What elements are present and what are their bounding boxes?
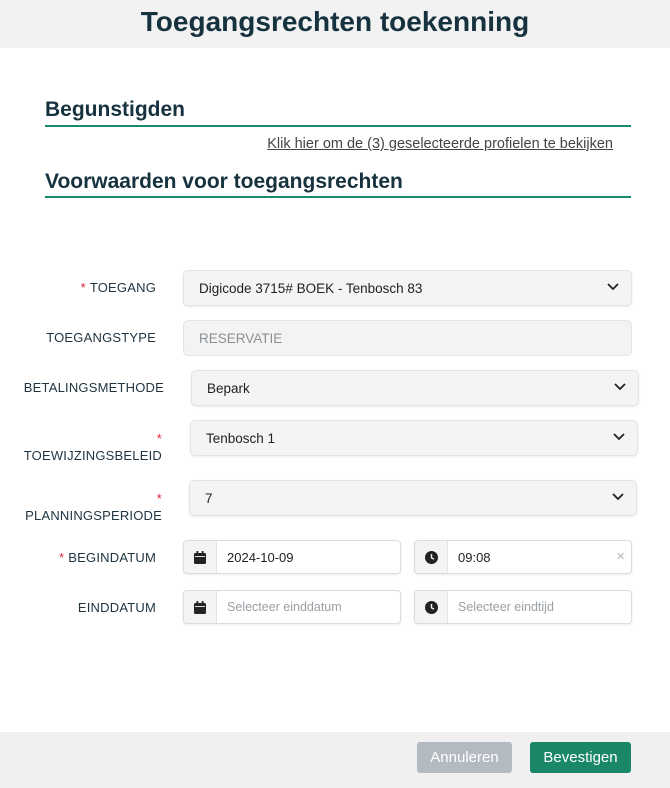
end-date-icon-box bbox=[184, 591, 217, 623]
required-marker: * bbox=[80, 280, 86, 295]
chevron-down-icon bbox=[607, 283, 619, 291]
planning-select-value: 7 bbox=[205, 491, 213, 506]
end-time-icon-box bbox=[415, 591, 448, 623]
access-label: * TOEGANG bbox=[80, 280, 156, 295]
access-type-field bbox=[183, 320, 632, 356]
payment-label: BETALINGSMETHODE bbox=[23, 380, 164, 395]
chevron-down-icon bbox=[614, 383, 626, 391]
allocation-label: * TOEWIJZINGSBELEID bbox=[23, 431, 162, 463]
start-label: * BEGINDATUM bbox=[59, 550, 156, 565]
required-marker: * bbox=[59, 550, 65, 565]
beneficiaries-divider bbox=[45, 125, 631, 127]
access-type-value: RESERVATIE bbox=[199, 331, 283, 346]
allocation-select-value: Tenbosch 1 bbox=[206, 431, 276, 446]
chevron-down-icon bbox=[612, 493, 624, 501]
selected-profiles-link[interactable]: Klik hier om de (3) geselecteerde profielen te bekijken bbox=[267, 136, 613, 152]
clear-icon[interactable]: × bbox=[616, 548, 625, 565]
required-marker: * bbox=[156, 431, 162, 446]
start-time-input[interactable] bbox=[414, 540, 632, 574]
start-date-icon-box bbox=[184, 541, 217, 573]
confirm-button[interactable]: Bevestigen bbox=[530, 742, 631, 773]
access-select[interactable] bbox=[183, 270, 632, 306]
dialog-header bbox=[0, 0, 670, 48]
end-time-placeholder: Selecteer eindtijd bbox=[458, 600, 554, 614]
start-date-value: 2024-10-09 bbox=[227, 550, 294, 565]
planning-select[interactable] bbox=[189, 480, 637, 516]
calendar-icon bbox=[194, 601, 206, 614]
dialog-title: Toegangsrechten toekenning bbox=[140, 6, 530, 37]
access-select-value: Digicode 3715# BOEK - Tenbosch 83 bbox=[199, 281, 423, 296]
start-time-icon-box bbox=[415, 541, 448, 573]
end-time-input[interactable] bbox=[414, 590, 632, 624]
beneficiaries-title: Begunstigden bbox=[45, 98, 185, 121]
start-time-value: 09:08 bbox=[458, 550, 491, 565]
end-date-input[interactable] bbox=[183, 590, 401, 624]
calendar-icon bbox=[194, 551, 206, 564]
end-label: EINDDATUM bbox=[77, 600, 156, 615]
payment-select[interactable] bbox=[191, 370, 639, 406]
access-type-label: TOEGANGSTYPE bbox=[46, 330, 156, 345]
conditions-title: Voorwaarden voor toegangsrechten bbox=[45, 170, 403, 193]
clock-icon bbox=[425, 601, 438, 614]
allocation-select[interactable] bbox=[190, 420, 638, 456]
end-date-placeholder: Selecteer einddatum bbox=[227, 600, 342, 614]
planning-label: * PLANNINGSPERIODE bbox=[25, 491, 162, 523]
chevron-down-icon bbox=[613, 433, 625, 441]
cancel-button[interactable]: Annuleren bbox=[417, 742, 512, 773]
start-date-input[interactable] bbox=[183, 540, 401, 574]
required-marker: * bbox=[156, 491, 162, 506]
conditions-divider bbox=[45, 196, 631, 198]
clock-icon bbox=[425, 551, 438, 564]
payment-select-value: Bepark bbox=[207, 381, 250, 396]
